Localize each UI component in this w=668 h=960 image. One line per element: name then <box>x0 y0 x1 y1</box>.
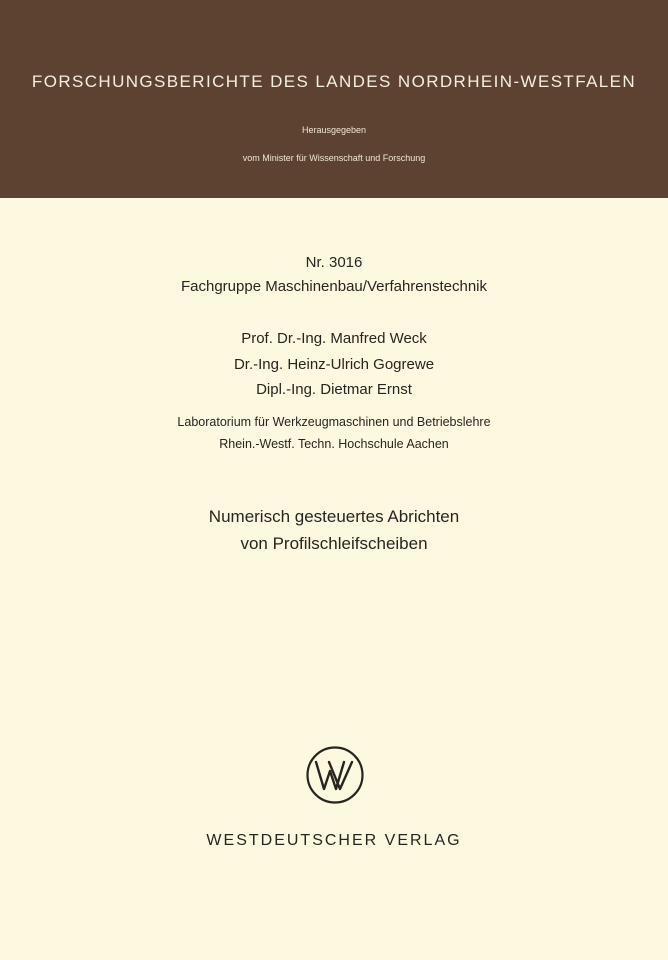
book-title-line-1: Numerisch gesteuertes Abrichten <box>208 507 460 526</box>
institution-line-2: Rhein.-Westf. Techn. Hochschule Aachen <box>219 437 449 451</box>
author-3: Dipl.-Ing. Dietmar Ernst <box>256 381 412 398</box>
publisher-name: WESTDEUTSCHER VERLAG <box>206 832 462 849</box>
report-number: Nr. 3016 <box>305 254 363 271</box>
editor-name: vom Minister für Wissenschaft und Forschung <box>242 153 426 163</box>
series-header-band <box>0 0 668 198</box>
wv-monogram-icon <box>305 745 365 805</box>
editor-label: Herausgegeben <box>301 125 367 135</box>
institution-line-1: Laboratorium für Werkzeugmaschinen und Betriebslehre <box>177 415 491 429</box>
book-title-line-2: von Profilschleifscheiben <box>240 534 428 553</box>
author-1: Prof. Dr.-Ing. Manfred Weck <box>241 330 427 347</box>
fachgruppe: Fachgruppe Maschinenbau/Verfahrenstechnik <box>180 278 488 295</box>
series-title: FORSCHUNGSBERICHTE DES LANDES NORDRHEIN-WESTFALEN <box>31 72 637 91</box>
author-2: Dr.-Ing. Heinz-Ulrich Gogrewe <box>233 356 435 373</box>
